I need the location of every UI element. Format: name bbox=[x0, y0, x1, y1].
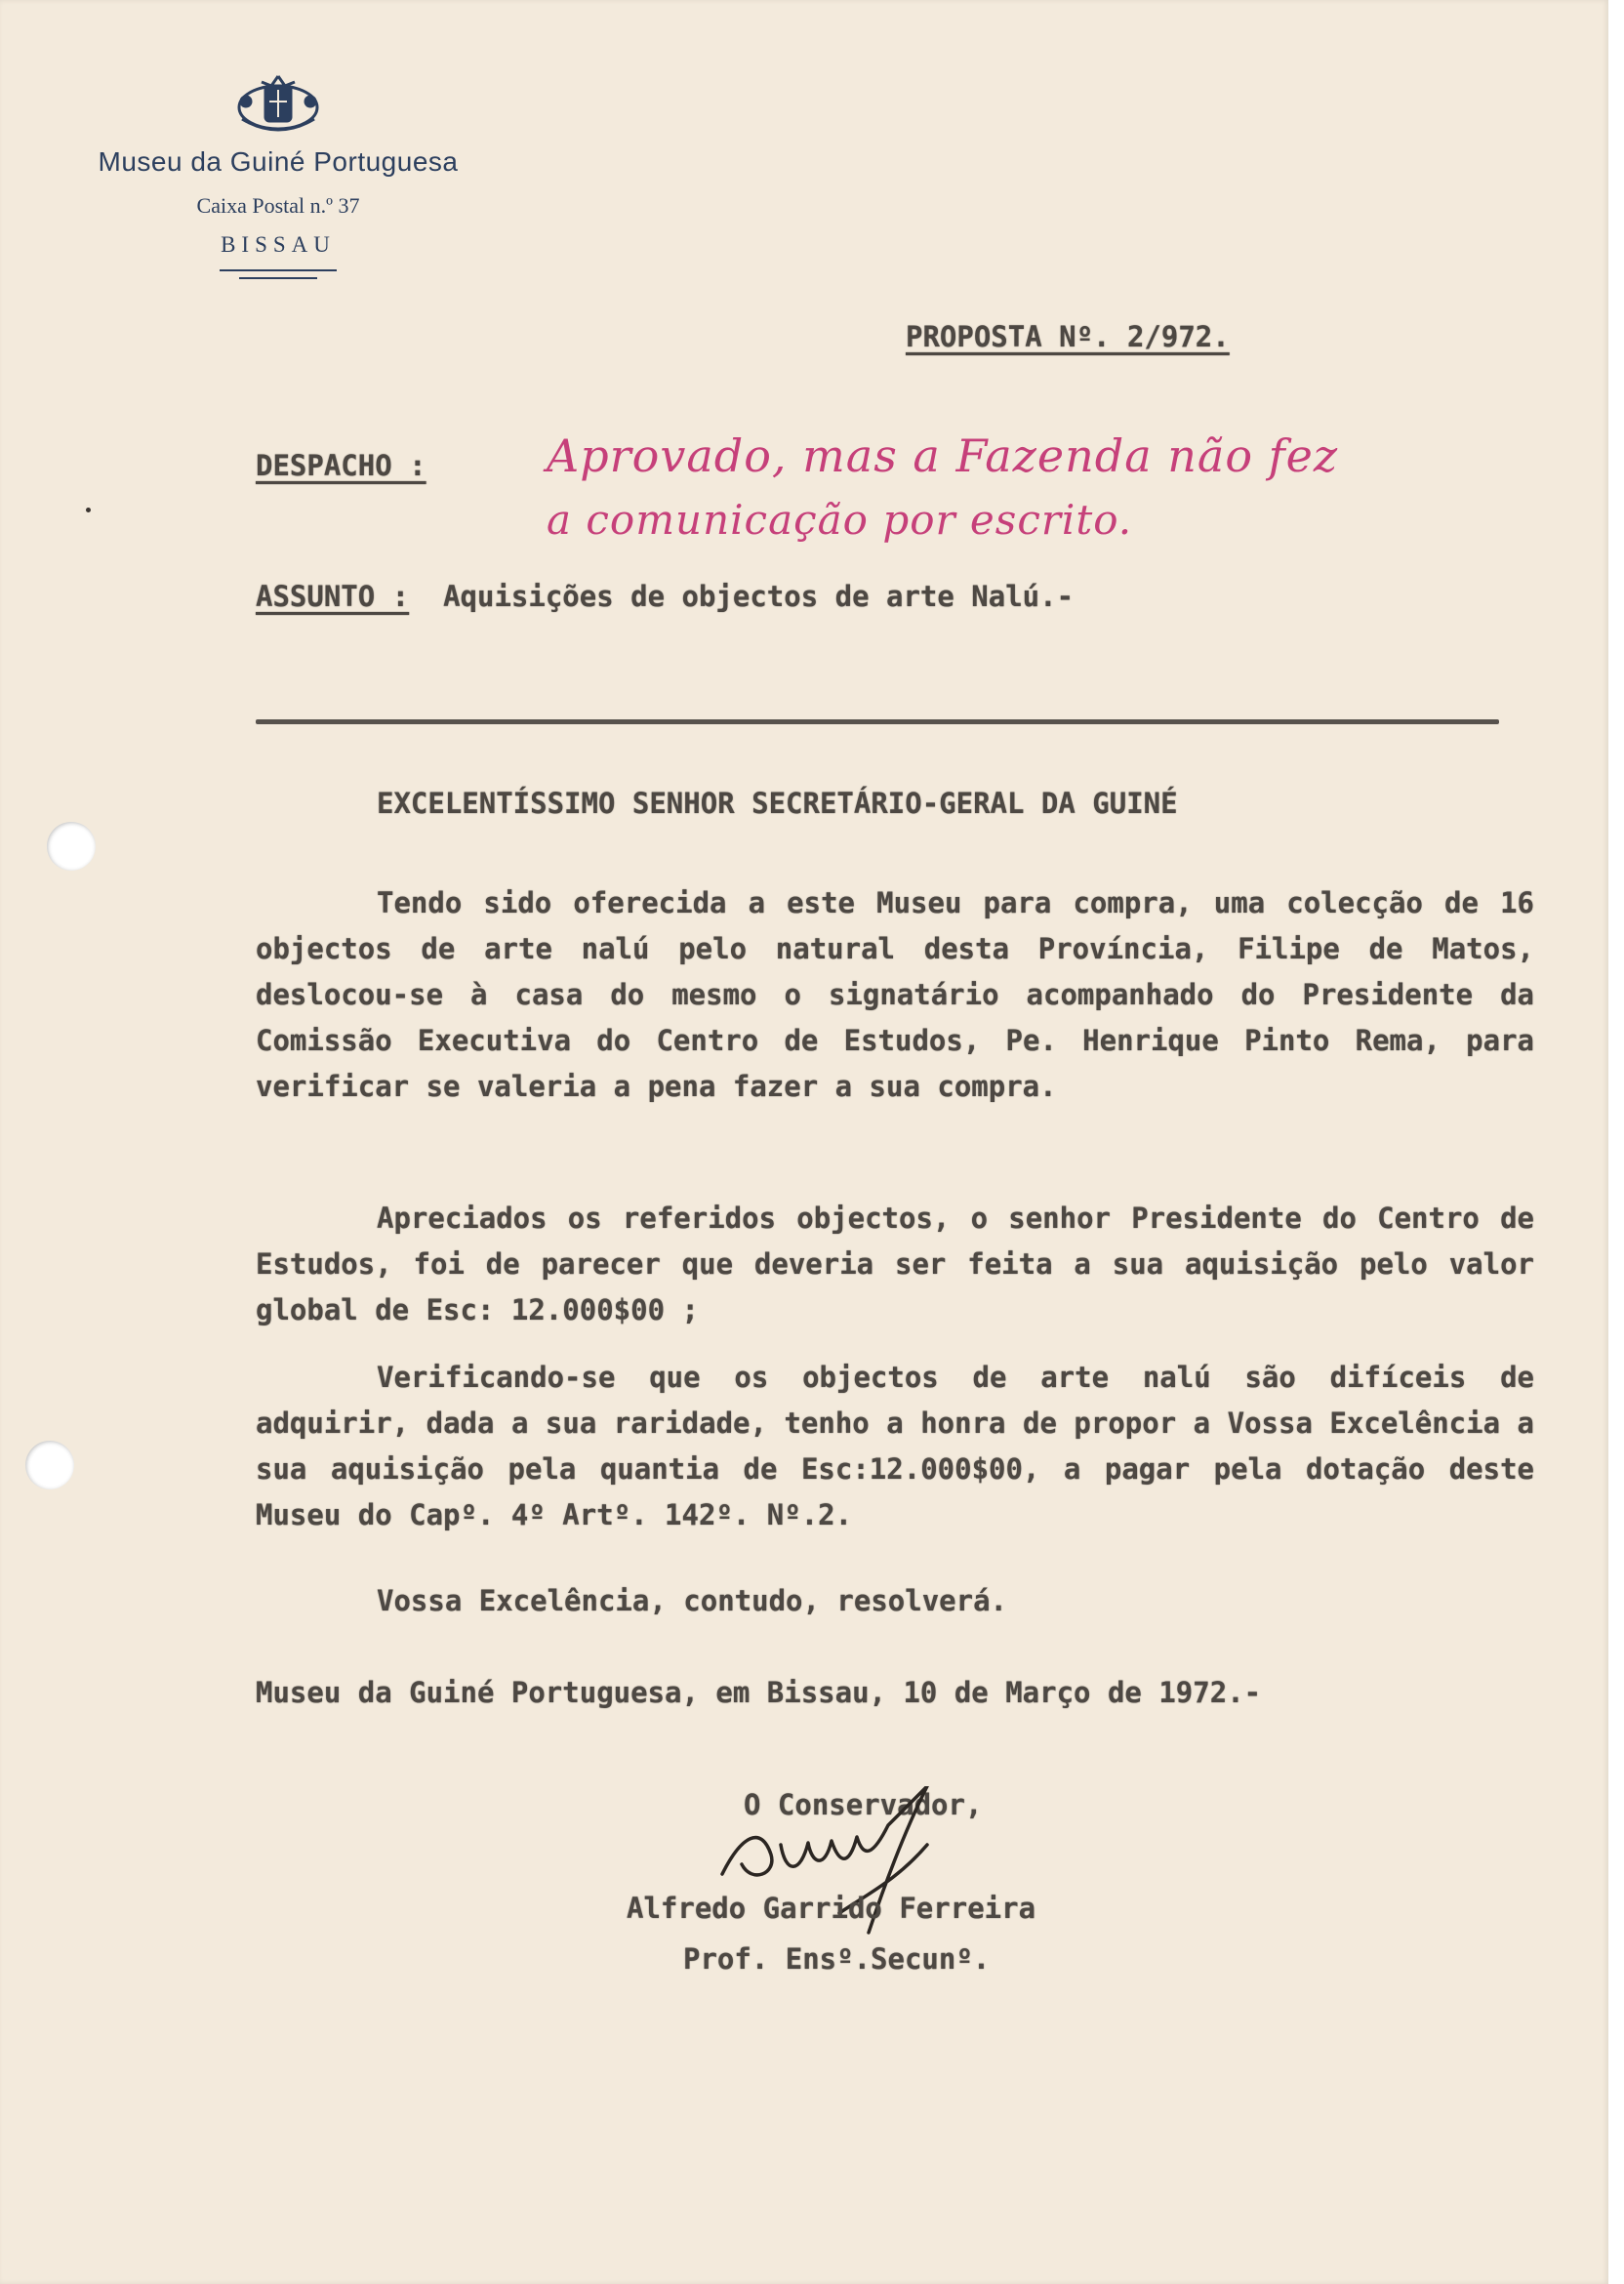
city-name: BISSAU bbox=[221, 232, 336, 257]
salutation: EXCELENTÍSSIMO SENHOR SECRETÁRIO-GERAL DA GUINÉ bbox=[377, 787, 1178, 820]
separator-line bbox=[256, 719, 1499, 724]
paragraph-text: Verificando-se que os objectos de arte nalú são difíceis de adquirir, dada a sua raridade, tenho a honra de propor a Vossa Excelência a sua aquisição pela quantia de Esc:12.000$00, a pagar pela dotação deste Museu do Capº. 4º Artº. 142º. Nº.2. bbox=[256, 1361, 1534, 1531]
handwritten-note-line2: a comunicação por escrito. bbox=[547, 496, 1133, 544]
letter-paragraph-4 bbox=[256, 1578, 1534, 1624]
postal-box: Caixa Postal n.º 37 bbox=[196, 193, 360, 218]
proposal-number: PROPOSTA Nº. 2/972. bbox=[906, 320, 1230, 353]
letterhead-rule bbox=[220, 269, 337, 271]
letterhead-rule-short bbox=[239, 277, 317, 279]
museum-name: Museu da Guiné Portuguesa bbox=[98, 146, 459, 177]
letter-paragraph-2 bbox=[256, 1196, 1534, 1333]
paragraph-text: Vossa Excelência, contudo, resolverá. bbox=[377, 1584, 1008, 1617]
letter-paragraph-3 bbox=[256, 1355, 1534, 1538]
punch-hole-top bbox=[47, 822, 96, 871]
handwritten-note-line1: Aprovado, mas a Fazenda não fez bbox=[547, 429, 1339, 482]
punch-hole-bottom bbox=[25, 1441, 74, 1489]
coat-of-arms-icon bbox=[232, 72, 324, 141]
signatory-position: Prof. Ensº.Secunº. bbox=[683, 1942, 991, 1976]
paragraph-text: Tendo sido oferecida a este Museu para compra, uma colecção de 16 objectos de arte nalú pelo natural desta Província, Filipe de Matos, deslocou-se à casa do mesmo o signatário acompanhado do Presidente da Comissão Executiva do Centro de Estudos, Pe. Henrique Pinto Rema, para verificar se valeria a pena fazer a sua compra. bbox=[256, 886, 1534, 1103]
place-date: Museu da Guiné Portuguesa, em Bissau, 10 de Março de 1972.- bbox=[256, 1676, 1262, 1709]
signature-title: O Conservador, bbox=[744, 1788, 983, 1821]
paragraph-text: Apreciados os referidos objectos, o senhor Presidente do Centro de Estudos, foi de parecer que deveria ser feita a sua aquisição pelo valor global de Esc: 12.000$00 ; bbox=[256, 1202, 1534, 1326]
despacho-label: DESPACHO : bbox=[256, 449, 426, 482]
letter-paragraph-1 bbox=[256, 880, 1534, 1110]
signatory-name: Alfredo Garrido Ferreira bbox=[627, 1892, 1036, 1925]
ink-speck bbox=[86, 508, 91, 512]
assunto-label: ASSUNTO : bbox=[256, 580, 410, 613]
assunto-row bbox=[256, 580, 1074, 613]
assunto-text: Aquisições de objectos de arte Nalú.- bbox=[443, 580, 1075, 613]
